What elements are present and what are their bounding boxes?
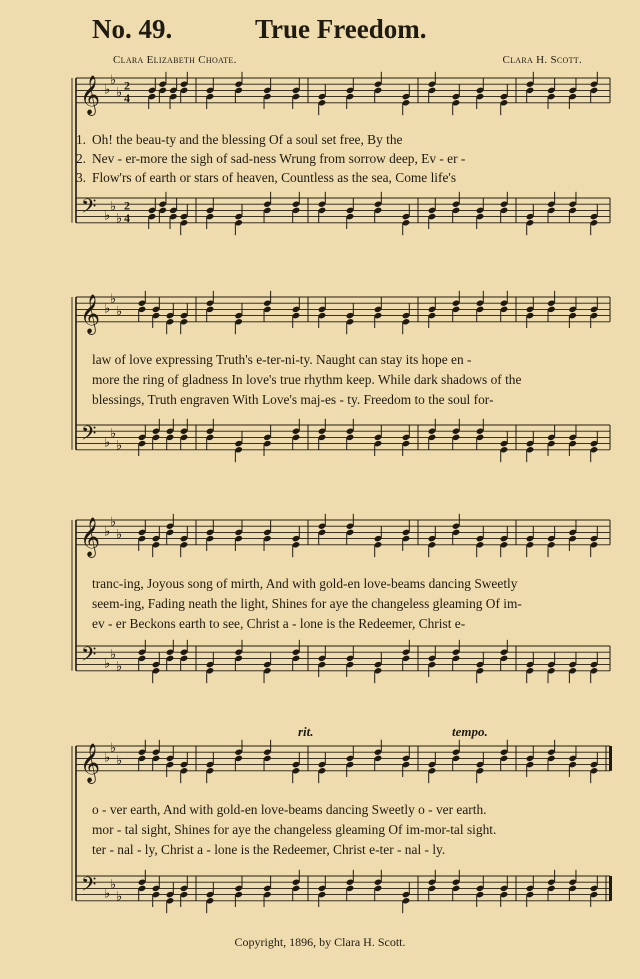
lyric-line bbox=[52, 392, 604, 408]
lyric-line bbox=[52, 802, 604, 818]
note-chord bbox=[346, 198, 355, 229]
lyric-text: mor - tal sight, Shines for aye the changeless gleaming Of im-mor-tal sight. bbox=[92, 822, 497, 837]
flat-icon: ♭ bbox=[116, 658, 123, 674]
time-signature: 2 bbox=[124, 198, 130, 213]
note-chord bbox=[526, 652, 535, 683]
note-chord bbox=[152, 526, 161, 557]
note-chord bbox=[180, 419, 189, 450]
flat-icon: ♭ bbox=[116, 752, 123, 768]
verse-number: 2. bbox=[75, 151, 86, 166]
lyric-line bbox=[52, 170, 604, 186]
flat-icon: ♭ bbox=[110, 514, 117, 530]
note-chord bbox=[180, 640, 189, 671]
note-chord bbox=[402, 303, 411, 334]
note-chord bbox=[292, 419, 301, 450]
note-chord bbox=[263, 740, 272, 771]
lyric-line bbox=[52, 372, 604, 388]
note-chord bbox=[374, 425, 383, 456]
treble-clef-icon: 𝄞 bbox=[80, 518, 101, 556]
note-chord bbox=[476, 876, 485, 907]
note-chord bbox=[138, 870, 147, 901]
note-chord bbox=[547, 652, 556, 683]
flat-icon: ♭ bbox=[110, 425, 117, 441]
lyric-text: o - ver earth, And with gold-en love-beams dancing Sweetly o - ver earth. bbox=[92, 802, 487, 817]
note-chord bbox=[292, 870, 301, 901]
note-chord bbox=[346, 78, 355, 109]
note-chord bbox=[374, 72, 383, 103]
tempo-marking: tempo. bbox=[452, 724, 488, 739]
flat-icon: ♭ bbox=[116, 303, 123, 319]
lyric-text: ter - nal - ly, Christ a - lone is the Redeemer, Christ e-ter - nal - ly. bbox=[92, 842, 446, 857]
note-chord bbox=[292, 78, 301, 109]
lyric-line bbox=[52, 352, 604, 368]
note-chord bbox=[547, 870, 556, 901]
note-chord bbox=[590, 204, 599, 235]
note-chord bbox=[234, 303, 243, 334]
note-chord bbox=[263, 520, 272, 551]
flat-icon: ♭ bbox=[110, 646, 117, 662]
note-chord bbox=[206, 419, 215, 450]
bass-clef-icon: 𝄢 bbox=[81, 644, 97, 671]
note-chord bbox=[590, 297, 599, 328]
flat-icon: ♭ bbox=[104, 749, 111, 765]
note-chord bbox=[452, 514, 461, 545]
note-chord bbox=[234, 876, 243, 907]
note-chord bbox=[318, 297, 327, 328]
note-chord bbox=[263, 192, 272, 223]
note-chord bbox=[152, 876, 161, 907]
verse-number: 1. bbox=[75, 132, 86, 147]
note-chord bbox=[180, 876, 189, 907]
note-chord bbox=[152, 297, 161, 328]
note-chord bbox=[500, 640, 509, 671]
verse-number: 3. bbox=[75, 170, 86, 185]
note-chord bbox=[152, 419, 161, 450]
flat-icon: ♭ bbox=[116, 210, 123, 226]
note-chord bbox=[547, 291, 556, 322]
note-chord bbox=[166, 640, 175, 671]
note-chord bbox=[568, 652, 577, 683]
note-chord bbox=[206, 652, 215, 683]
note-chord bbox=[452, 740, 461, 771]
note-chord bbox=[526, 746, 535, 777]
note-chord bbox=[318, 192, 327, 223]
note-chord bbox=[590, 526, 599, 557]
composer-credit: Clara H. Scott. bbox=[502, 54, 582, 66]
note-chord bbox=[263, 425, 272, 456]
note-chord bbox=[180, 204, 189, 235]
note-chord bbox=[374, 297, 383, 328]
treble-clef-icon: 𝄞 bbox=[80, 76, 101, 114]
note-chord bbox=[452, 84, 461, 115]
note-chord bbox=[158, 192, 167, 223]
hymn-number: No. 49. bbox=[92, 14, 173, 44]
flat-icon: ♭ bbox=[104, 885, 111, 901]
note-chord bbox=[428, 526, 437, 557]
note-chord bbox=[234, 431, 243, 462]
note-chord bbox=[138, 520, 147, 551]
note-chord bbox=[234, 640, 243, 671]
note-chord bbox=[318, 514, 327, 545]
flat-icon: ♭ bbox=[116, 888, 123, 904]
note-chord bbox=[206, 78, 215, 109]
note-chord bbox=[138, 291, 147, 322]
note-chord bbox=[374, 870, 383, 901]
note-chord bbox=[500, 740, 509, 771]
lyric-text: ev - er Beckons earth to see, Christ a - lone is the Redeemer, Christ e- bbox=[92, 616, 466, 631]
note-chord bbox=[526, 297, 535, 328]
note-chord bbox=[374, 192, 383, 223]
note-chord bbox=[166, 514, 175, 545]
note-chord bbox=[547, 526, 556, 557]
note-chord bbox=[402, 204, 411, 235]
lyric-line bbox=[52, 151, 604, 167]
note-chord bbox=[166, 746, 175, 777]
flat-icon: ♭ bbox=[110, 198, 117, 214]
note-chord bbox=[476, 526, 485, 557]
lyric-line bbox=[52, 842, 604, 858]
flat-icon: ♭ bbox=[104, 434, 111, 450]
note-chord bbox=[568, 425, 577, 456]
note-chord bbox=[452, 291, 461, 322]
note-chord bbox=[292, 752, 301, 783]
note-chord bbox=[180, 303, 189, 334]
treble-clef-icon: 𝄞 bbox=[80, 295, 101, 333]
note-chord bbox=[428, 752, 437, 783]
flat-icon: ♭ bbox=[110, 740, 117, 756]
note-chord bbox=[590, 72, 599, 103]
note-chord bbox=[568, 870, 577, 901]
note-chord bbox=[158, 72, 167, 103]
note-chord bbox=[180, 526, 189, 557]
note-chord bbox=[318, 84, 327, 115]
flat-icon: ♭ bbox=[110, 876, 117, 892]
note-chord bbox=[402, 746, 411, 777]
note-chord bbox=[346, 646, 355, 677]
note-chord bbox=[590, 752, 599, 783]
lyric-text: more the ring of gladness In love's true rhythm keep. While dark shadows of the bbox=[92, 372, 522, 387]
note-chord bbox=[500, 84, 509, 115]
note-chord bbox=[547, 192, 556, 223]
note-chord bbox=[263, 876, 272, 907]
bass-clef-icon: 𝄢 bbox=[81, 874, 97, 901]
note-chord bbox=[166, 882, 175, 913]
note-chord bbox=[526, 876, 535, 907]
note-chord bbox=[206, 882, 215, 913]
time-signature: 2 bbox=[124, 78, 130, 93]
lyric-text: Flow'rs of earth or stars of heaven, Countless as the sea, Come life's bbox=[92, 170, 457, 185]
note-chord bbox=[292, 526, 301, 557]
note-chord bbox=[476, 78, 485, 109]
note-chord bbox=[568, 192, 577, 223]
flat-icon: ♭ bbox=[104, 655, 111, 671]
note-chord bbox=[476, 419, 485, 450]
flat-icon: ♭ bbox=[104, 523, 111, 539]
flat-icon: ♭ bbox=[116, 84, 123, 100]
note-chord bbox=[148, 78, 157, 109]
note-chord bbox=[476, 198, 485, 229]
lyric-text: Oh! the beau-ty and the blessing Of a soul set free, By the bbox=[92, 132, 403, 147]
note-chord bbox=[169, 198, 178, 229]
lyric-line bbox=[52, 132, 604, 148]
note-chord bbox=[148, 198, 157, 229]
lyric-line bbox=[52, 822, 604, 838]
note-chord bbox=[318, 646, 327, 677]
note-chord bbox=[500, 192, 509, 223]
note-chord bbox=[568, 297, 577, 328]
note-chord bbox=[452, 419, 461, 450]
copyright-notice: Copyright, 1896, by Clara H. Scott. bbox=[234, 935, 406, 949]
lyric-line bbox=[52, 616, 604, 632]
bass-clef-icon: 𝄢 bbox=[81, 423, 97, 450]
note-chord bbox=[292, 640, 301, 671]
note-chord bbox=[547, 425, 556, 456]
flat-icon: ♭ bbox=[104, 207, 111, 223]
note-chord bbox=[374, 740, 383, 771]
note-chord bbox=[234, 520, 243, 551]
note-chord bbox=[590, 431, 599, 462]
hymn-title: True Freedom. bbox=[255, 14, 427, 44]
note-chord bbox=[152, 652, 161, 683]
note-chord bbox=[500, 876, 509, 907]
flat-icon: ♭ bbox=[116, 437, 123, 453]
lyric-text: blessings, Truth engraven With Love's maj-es - ty. Freedom to the soul for- bbox=[92, 392, 494, 407]
note-chord bbox=[547, 78, 556, 109]
flat-icon: ♭ bbox=[110, 72, 117, 88]
note-chord bbox=[500, 526, 509, 557]
note-chord bbox=[402, 882, 411, 913]
note-chord bbox=[428, 419, 437, 450]
note-chord bbox=[374, 652, 383, 683]
flat-icon: ♭ bbox=[110, 291, 117, 307]
note-chord bbox=[206, 752, 215, 783]
note-chord bbox=[568, 746, 577, 777]
note-chord bbox=[234, 72, 243, 103]
flat-icon: ♭ bbox=[104, 81, 111, 97]
note-chord bbox=[318, 419, 327, 450]
note-chord bbox=[180, 72, 189, 103]
note-chord bbox=[590, 876, 599, 907]
note-chord bbox=[500, 431, 509, 462]
note-chord bbox=[234, 204, 243, 235]
note-chord bbox=[169, 78, 178, 109]
note-chord bbox=[180, 752, 189, 783]
note-chord bbox=[263, 652, 272, 683]
note-chord bbox=[526, 526, 535, 557]
note-chord bbox=[152, 740, 161, 771]
ritardando-marking: rit. bbox=[298, 724, 314, 739]
lyric-text: law of love expressing Truth's e-ter-ni-ty. Naught can stay its hope en - bbox=[92, 352, 472, 367]
note-chord bbox=[428, 297, 437, 328]
bass-clef-icon: 𝄢 bbox=[81, 196, 97, 223]
note-chord bbox=[526, 431, 535, 462]
note-chord bbox=[402, 640, 411, 671]
note-chord bbox=[292, 297, 301, 328]
note-chord bbox=[476, 291, 485, 322]
note-chord bbox=[452, 192, 461, 223]
lyric-text: Nev - er-more the sigh of sad-ness Wrung from sorrow deep, Ev - er - bbox=[92, 151, 466, 166]
note-chord bbox=[452, 870, 461, 901]
note-chord bbox=[568, 78, 577, 109]
note-chord bbox=[428, 870, 437, 901]
lyric-line bbox=[52, 596, 604, 612]
lyric-text: tranc-ing, Joyous song of mirth, And with gold-en love-beams dancing Sweetly bbox=[92, 576, 518, 591]
lyric-text: seem-ing, Fading neath the light, Shines for aye the changeless gleaming Of im- bbox=[92, 596, 522, 611]
note-chord bbox=[476, 752, 485, 783]
note-chord bbox=[166, 419, 175, 450]
note-chord bbox=[476, 652, 485, 683]
note-chord bbox=[428, 72, 437, 103]
note-chord bbox=[568, 520, 577, 551]
note-chord bbox=[590, 652, 599, 683]
note-chord bbox=[346, 514, 355, 545]
note-chord bbox=[166, 303, 175, 334]
note-chord bbox=[428, 646, 437, 677]
treble-clef-icon: 𝄞 bbox=[80, 744, 101, 782]
note-chord bbox=[234, 740, 243, 771]
note-chord bbox=[206, 198, 215, 229]
note-chord bbox=[318, 752, 327, 783]
note-chord bbox=[526, 72, 535, 103]
note-chord bbox=[402, 425, 411, 456]
note-chord bbox=[346, 746, 355, 777]
note-chord bbox=[318, 876, 327, 907]
flat-icon: ♭ bbox=[104, 300, 111, 316]
note-chord bbox=[206, 520, 215, 551]
note-chord bbox=[402, 84, 411, 115]
note-chord bbox=[346, 419, 355, 450]
note-chord bbox=[292, 192, 301, 223]
note-chord bbox=[374, 526, 383, 557]
time-signature: 4 bbox=[124, 90, 130, 105]
note-chord bbox=[138, 640, 147, 671]
note-chord bbox=[206, 291, 215, 322]
note-chord bbox=[547, 740, 556, 771]
note-chord bbox=[138, 740, 147, 771]
note-chord bbox=[526, 204, 535, 235]
note-chord bbox=[402, 520, 411, 551]
note-chord bbox=[263, 78, 272, 109]
note-chord bbox=[346, 870, 355, 901]
note-chord bbox=[263, 291, 272, 322]
note-chord bbox=[138, 425, 147, 456]
note-chord bbox=[346, 303, 355, 334]
lyric-line bbox=[52, 576, 604, 592]
note-chord bbox=[500, 291, 509, 322]
hymn-header bbox=[0, 6, 640, 46]
lyricist-credit: Clara Elizabeth Choate. bbox=[113, 54, 237, 66]
note-chord bbox=[428, 198, 437, 229]
flat-icon: ♭ bbox=[116, 526, 123, 542]
note-chord bbox=[452, 640, 461, 671]
time-signature: 4 bbox=[124, 210, 130, 225]
